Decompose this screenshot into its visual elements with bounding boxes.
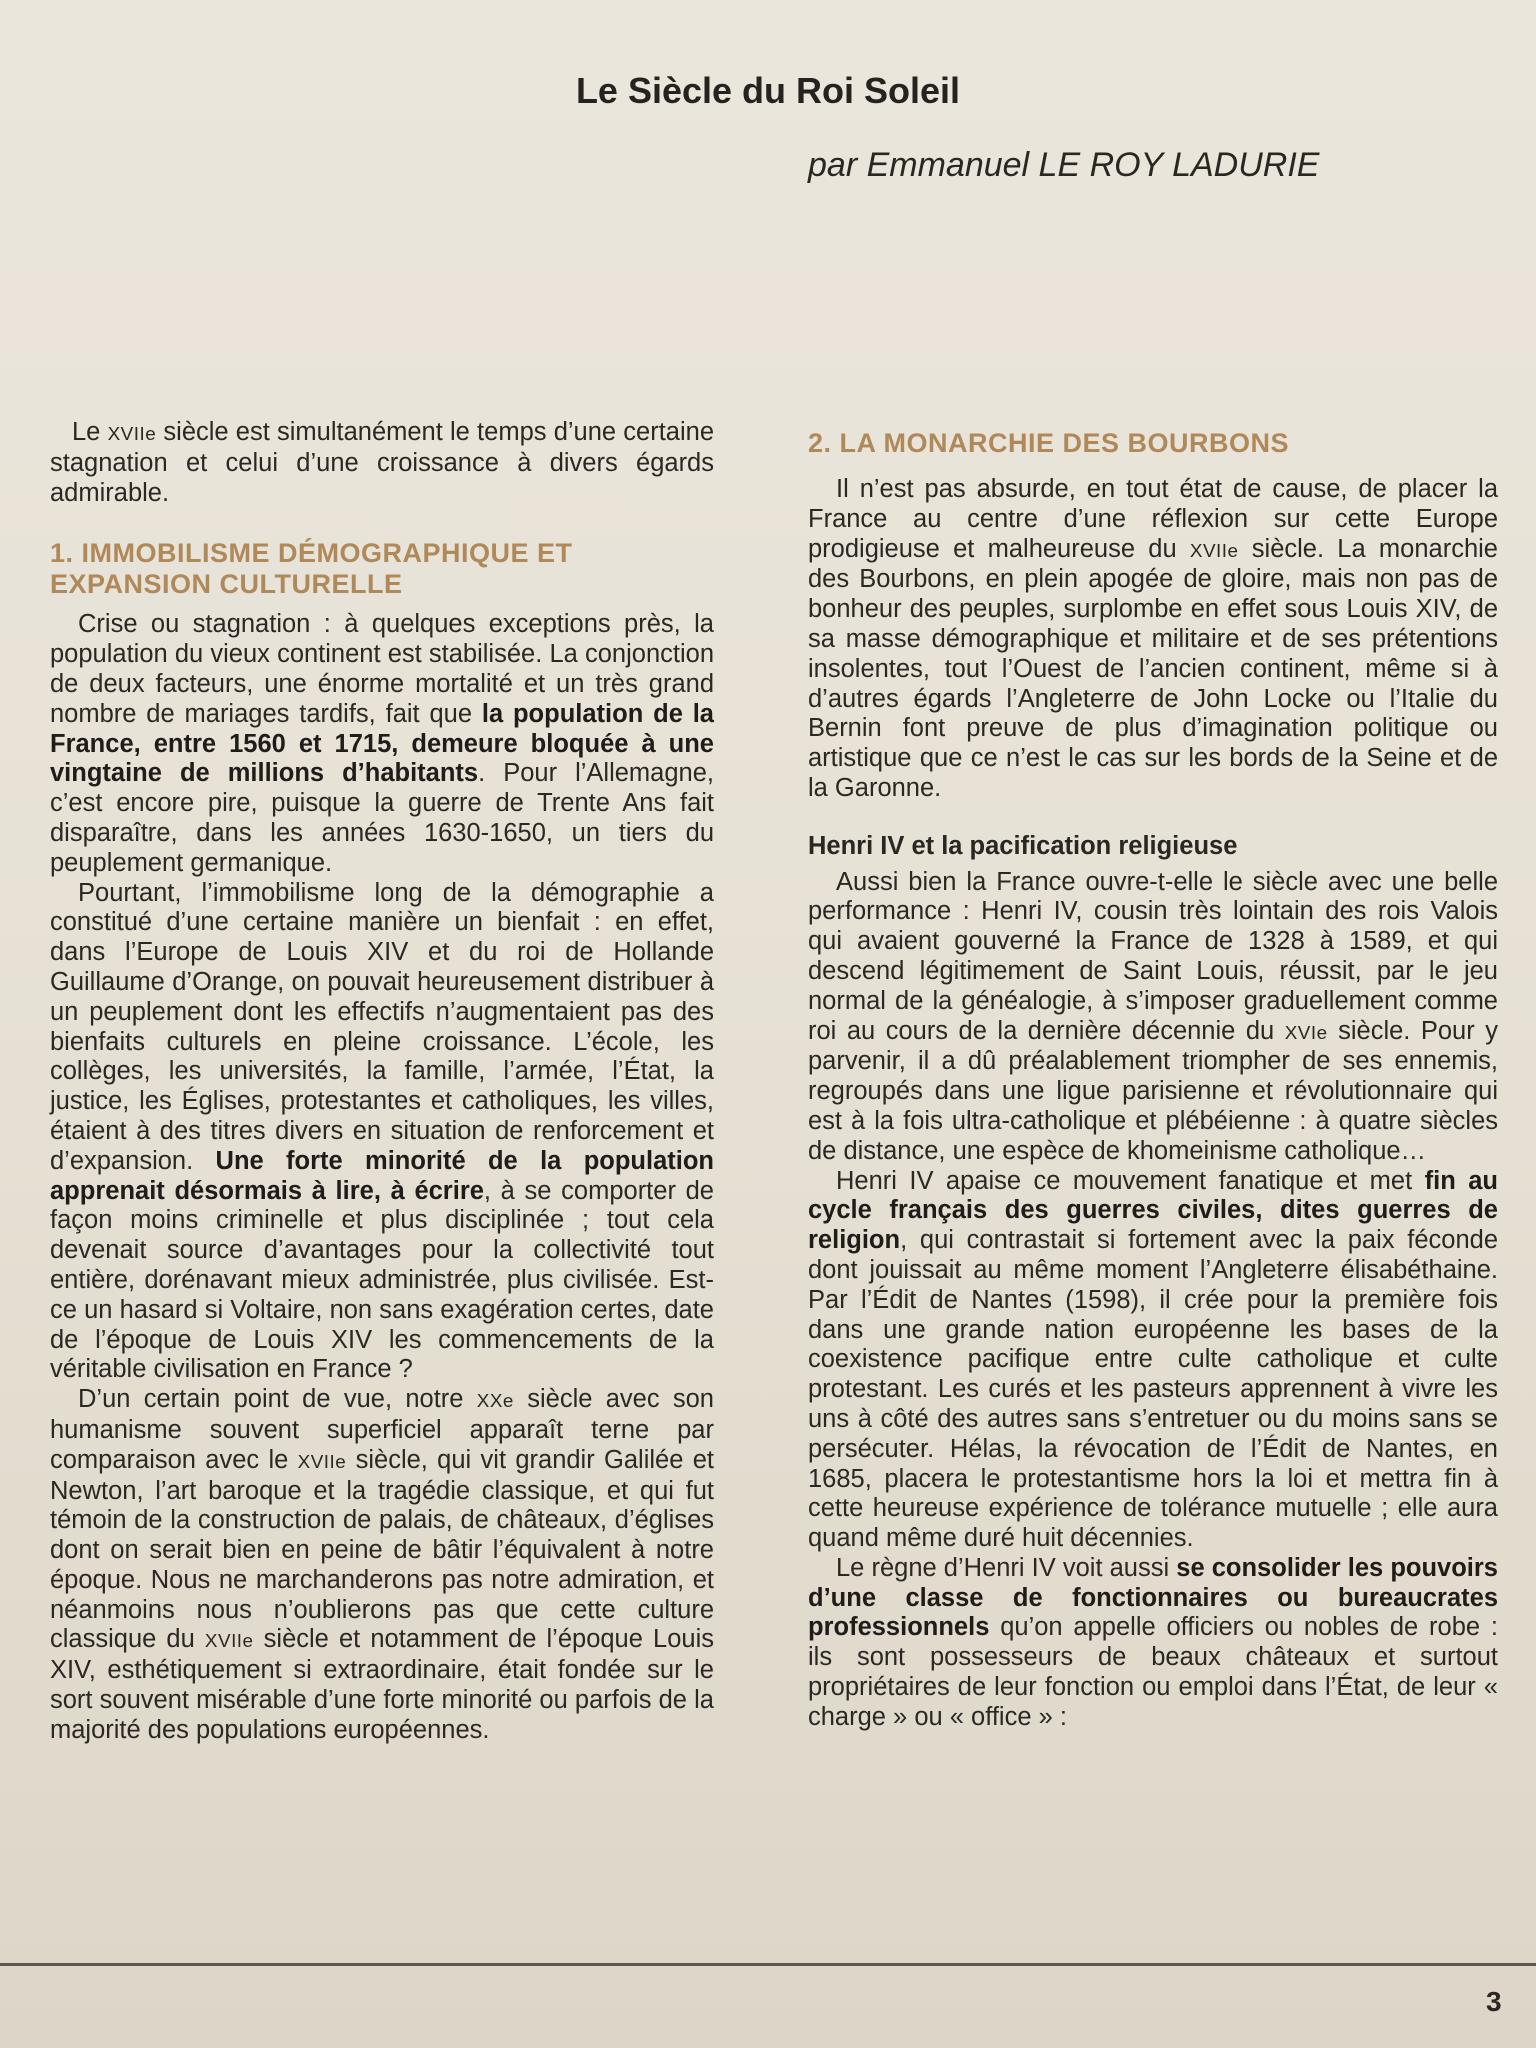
paragraph: Il n’est pas absurde, en tout état de cause, de placer la France au centre d’une réflexion sur cette Europe prodigieuse et malheureuse du XVIIe siècle. La monarchie des Bourbons, en plein apogée de gloire, mais non pas de bonheur des peuples, surplombe en effet sous Louis XIV, de sa masse démographique et militaire et de ses prétentions insolentes, tout l’Ouest de l’ancien continent, même si à d’autres égards l’Angleterre de John Locke ou l’Italie du Bernin font preuve de plus d’imagination politique ou artistique que ce n’est le cas sur les bords de la Seine et de la Garonne. xyxy=(808,475,1498,802)
paragraph: Crise ou stagnation : à quelques exceptions près, la population du vieux continent est stabilisée. La conjonction de deux facteurs, une énorme mortalité et un très grand nombre de mariages tardifs, fait que la population de la France, entre 1560 et 1715, demeure bloquée à une vingtaine de millions d’habitants. Pour l’Allemagne, c’est encore pire, puisque la guerre de Trente Ans fait disparaître, dans les années 1630-1650, un tiers du peuplement germanique. xyxy=(50,610,714,877)
intro-paragraph: Le XVIIe siècle est simultanément le temps d’une certaine stagnation et celui d’une croissance à divers égards admirable. xyxy=(50,418,714,507)
footer-rule xyxy=(0,1963,1536,1966)
paragraph: Le règne d’Henri IV voit aussi se consolider les pouvoirs d’une classe de fonctionnaires ou bureaucrates professionnels qu’on appelle officiers ou nobles de robe : ils sont possesseurs de beaux châteaux et surtout propriétaires de leur fonction ou emploi dans l’État, de leur « charge » ou « office » : xyxy=(808,1553,1498,1731)
subsection-heading: Henri IV et la pacification religieuse xyxy=(808,831,1238,860)
left-column xyxy=(50,418,714,1746)
paragraph: Aussi bien la France ouvre-t-elle le siècle avec une belle performance : Henri IV, cousin très lointain des rois Valois qui avaient gouverné la France de 1328 à 1589, et qui descend légitimement de Saint Louis, réussit, par le jeu normal de la généalogie, à s’imposer graduellement comme roi au cours de la dernière décennie du XVIe siècle. Pour y parvenir, il a dû préalablement triompher de ses ennemis, regroupés dans une ligue parisienne et révolutionnaire qui est à la fois ultra-catholique et plébéienne : à quatre siècles de distance, une espèce de khomeinisme catholique… xyxy=(808,867,1498,1165)
section-heading-1: 1. IMMOBILISME DÉMOGRAPHIQUE ET EXPANSION CULTURELLE xyxy=(50,538,573,600)
paragraph: D’un certain point de vue, notre XXe siècle avec son humanisme souvent superficiel apparaît terne par comparaison avec le XVIIe siècle, qui vit grandir Galilée et Newton, l’art baroque et la tragédie classique, et qui fut témoin de la construction de palais, de châteaux, d’églises dont on serait bien en peine de bâtir l’équivalent à notre époque. Nous ne marchanderons pas notre admiration, et néanmoins nous n’oublierons pas que cette culture classique du XVIIe siècle et notamment de l’époque Louis XIV, esthétiquement si extraordinaire, était fondée sur le sort souvent misérable d’une forte minorité ou parfois de la majorité des populations européennes. xyxy=(50,1385,715,1744)
paragraph: Pourtant, l’immobilisme long de la démographie a constitué d’une certaine manière un bienfait : en effet, dans l’Europe de Louis XIV et du roi de Hollande Guillaume d’Orange, on pouvait heureusement distribuer à un peuplement dont les effectifs n’augmentaient pas des bienfaits culturels en pleine croissance. L’école, les collèges, les universités, la famille, l’armée, l’État, la justice, les Églises, protestantes et catholiques, les villes, étaient à des titres divers en situation de renforcement et d’expansion. Une forte minorité de la population apprenait désormais à lire, à écrire, à se comporter de façon moins criminelle et plus disciplinée ; tout cela devenait source d’avantages pour la collectivité tout entière, dorénavant mieux administrée, plus civilisée. Est-ce un hasard si Voltaire, non sans exagération certes, date de l’époque de Louis XIV les commencements de la véritable civilisation en France ? xyxy=(50,878,714,1384)
section-heading-2: 2. LA MONARCHIE DES BOURBONS xyxy=(808,428,1290,458)
paragraph: Henri IV apaise ce mouvement fanatique et met fin au cycle français des guerres civiles, dites guerres de religion, qui contrastait si fortement avec la paix féconde dont jouissait au même moment l’Angleterre élisabéthaine. Par l’Édit de Nantes (1598), il crée pour la première fois dans une grande nation européenne les bases de la coexistence pacifique entre culte catholique et culte protestant. Les curés et les pasteurs apprennent à vivre les uns à côté des autres sans s’entretuer ou du moins sans se persécuter. Hélas, la révocation de l’Édit de Nantes, en 1685, placera le protestantisme hors la loi et mettra fin à cette heureuse expérience de tolérance mutuelle ; elle aura quand même duré huit décennies. xyxy=(808,1166,1499,1553)
article-author: par Emmanuel LE ROY LADURIE xyxy=(808,146,1320,184)
right-column xyxy=(808,418,1498,1733)
page-number: 3 xyxy=(1486,1986,1502,2017)
article-title: Le Siècle du Roi Soleil xyxy=(575,70,961,111)
